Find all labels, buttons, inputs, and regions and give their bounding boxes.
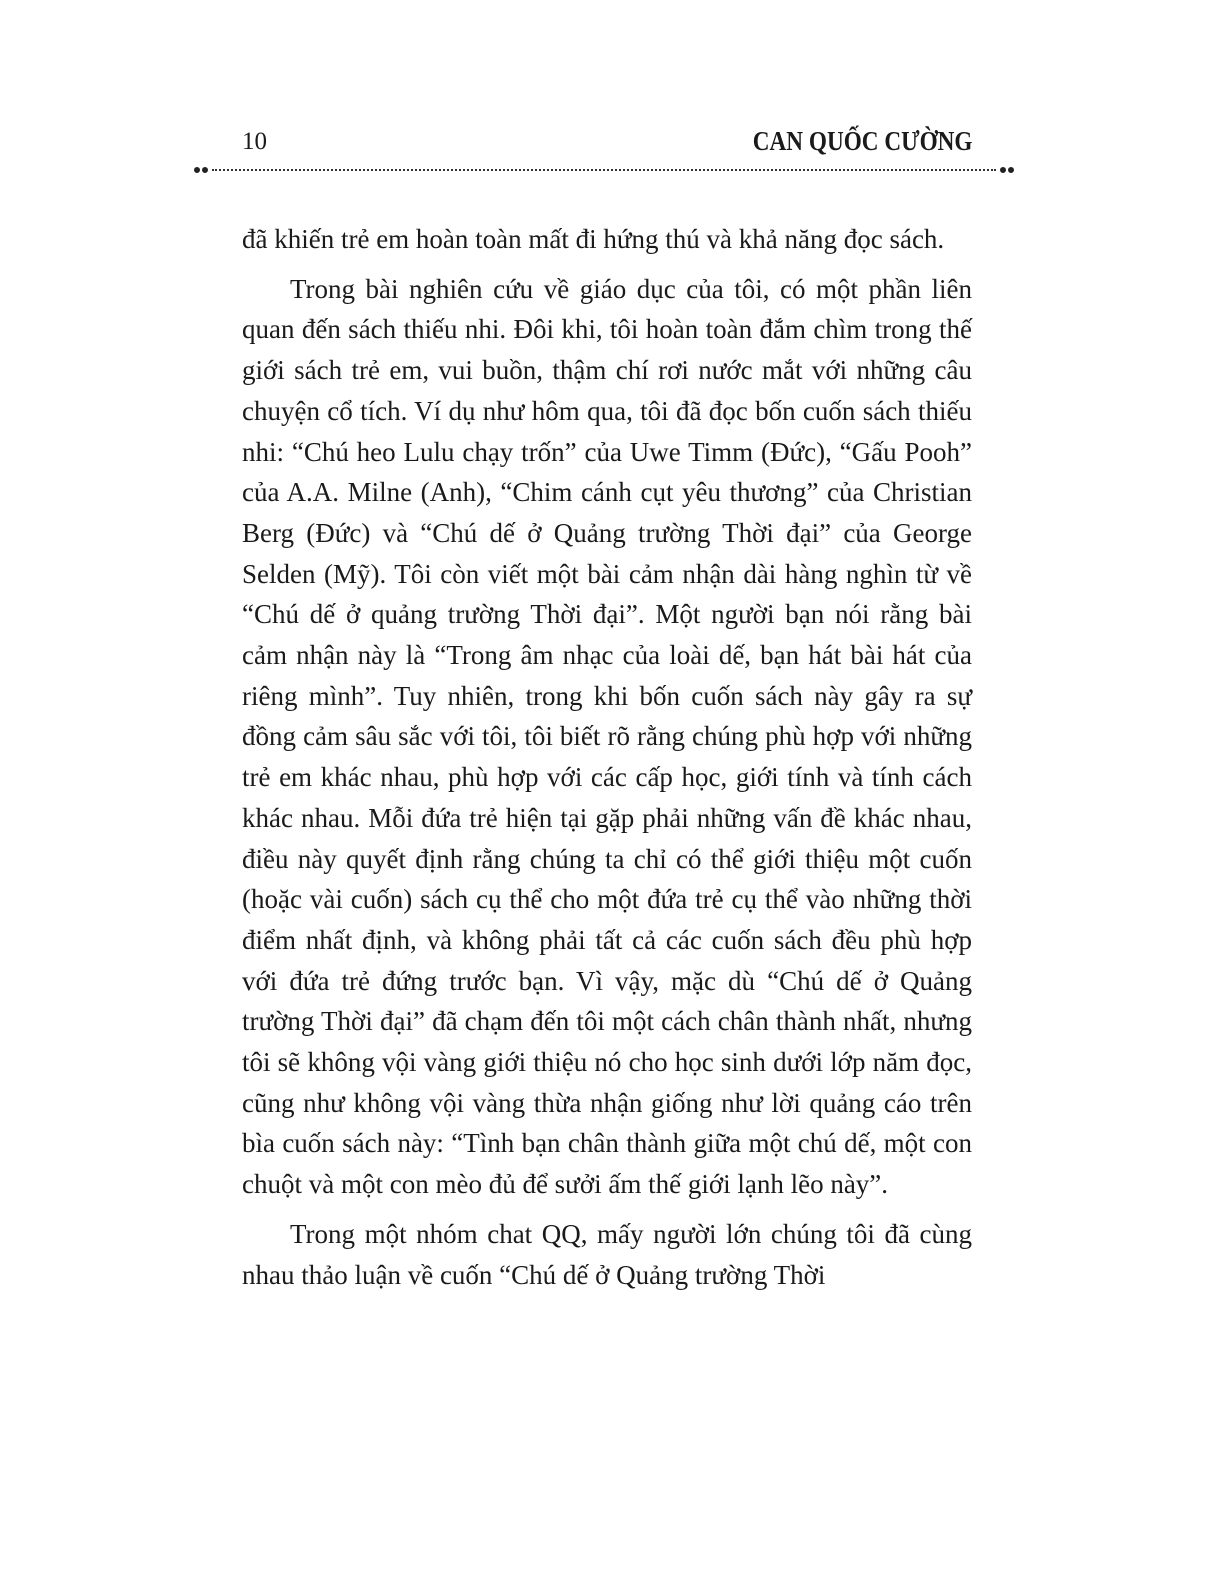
rule-dot bbox=[202, 167, 208, 173]
page-header bbox=[242, 120, 972, 160]
paragraph: Trong một nhóm chat QQ, mấy người lớn chúng tôi đã cùng nhau thảo luận về cuốn “Chú dế ở Quảng trường Thời bbox=[242, 1218, 972, 1290]
rule-dotted-line bbox=[212, 169, 996, 171]
rule-dot bbox=[194, 167, 200, 173]
body-text bbox=[242, 219, 972, 1295]
header-dotted-rule bbox=[190, 165, 1018, 175]
rule-dot bbox=[1000, 167, 1006, 173]
rule-dot bbox=[1008, 167, 1014, 173]
paragraph: Trong bài nghiên cứu về giáo dục của tôi, có một phần liên quan đến sách thiếu nhi. Đôi khi, tôi hoàn toàn đắm chìm trong thế giới sách trẻ em, vui buồn, thậm chí rơi nước mắt với những câu chuyện cổ tích. Ví dụ như hôm qua, tôi đã đọc bốn cuốn sách thiếu nhi: “Chú heo Lulu chạy trốn” của Uwe Timm (Đức), “Gấu Pooh” của A.A. Milne (Anh), “Chim cánh cụt yêu thương” của Christian Berg (Đức) và “Chú dế ở Quảng trường Thời đại” của George Selden (Mỹ). Tôi còn viết một bài cảm nhận dài hàng nghìn từ về “Chú dế ở quảng trường Thời đại”. Một người bạn nói rằng bài cảm nhận này là “Trong âm nhạc của loài dế, bạn hát bài hát của riêng mình”. Tuy nhiên, trong khi bốn cuốn sách này gây ra sự đồng cảm sâu sắc với tôi, tôi biết rõ rằng chúng phù hợp với những trẻ em khác nhau, phù hợp với các cấp học, giới tính và tính cách khác nhau. Mỗi đứa trẻ hiện tại gặp phải những vấn đề khác nhau, điều này quyết định rằng chúng ta chỉ có thể giới thiệu một cuốn (hoặc vài cuốn) sách cụ thể cho một đứa trẻ cụ thể vào những thời điểm nhất định, và không phải tất cả các cuốn sách đều phù hợp với đứa trẻ đứng trước bạn. Vì vậy, mặc dù “Chú dế ở Quảng trường Thời đại” đã chạm đến tôi một cách chân thành nhất, nhưng tôi sẽ không vội vàng giới thiệu nó cho học sinh dưới lớp năm đọc, cũng như không vội vàng thừa nhận giống như lời quảng cáo trên bìa cuốn sách này: “Tình bạn chân thành giữa một chú dế, một con chuột và một con mèo đủ để sưởi ấm thế giới lạnh lẽo này”. bbox=[242, 273, 972, 1200]
page-number: 10 bbox=[242, 128, 267, 155]
running-title: CAN QUỐC CƯỜNG bbox=[752, 126, 972, 156]
paragraph-continued: đã khiến trẻ em hoàn toàn mất đi hứng thú và khả năng đọc sách. bbox=[242, 224, 945, 254]
